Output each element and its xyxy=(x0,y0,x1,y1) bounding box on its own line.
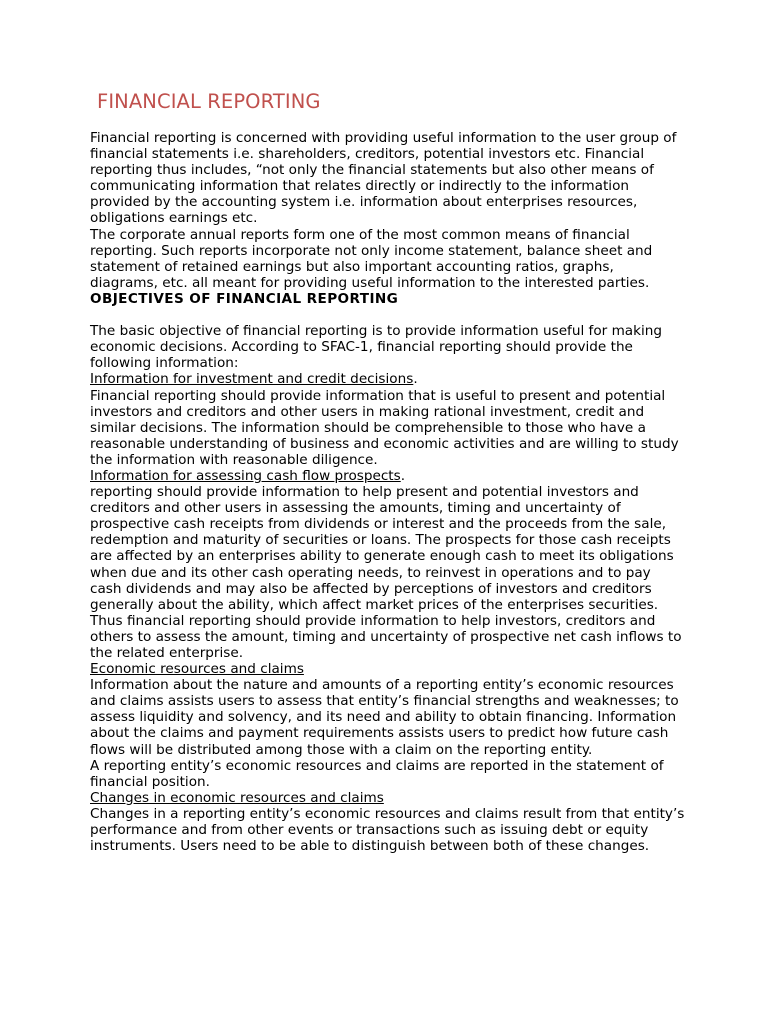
section-paragraph: reporting should provide information to help present and potential investors and creditors and other users in assessing the amounts, timing and uncertainty of prospective cash receipts from dividends or interest and the proceeds from the sale, redemption and maturity of securities or loans. The prospects for those cash receipts are affected by an enterprises ability to generate enough cash to meet its obligations when due and its other cash operating needs, to reinvest in operations and to pay cash dividends and may also be affected by perceptions of investors and creditors generally about the ability, which affect market prices of the enterprises securities. Thus financial reporting should provide information to help investors, creditors and others to assess the amount, timing and uncertainty of prospective net cash inflows to the related enterprise. xyxy=(90,484,682,661)
objectives-heading: OBJECTIVES OF FINANCIAL REPORTING xyxy=(90,290,399,307)
section-heading-text: Information for investment and credit decisions xyxy=(90,371,414,388)
section-paragraph: Financial reporting should provide information that is useful to present and potential investors and creditors and other users in making rational investment, credit and similar decisions. The information should be comprehensible to those who have a reasonable understanding of business and economic activities and are willing to study the information with reasonable diligence. xyxy=(90,387,679,468)
section-paragraph: Information about the nature and amounts of a reporting entity’s economic resources and claims assists users to assess that entity’s financial strengths and weaknesses; to assess liquidity and solvency, and its need and ability to obtain financing. Information about the claims and payment requirements assists users to predict how future cash flows will be distributed among those with a claim on the reporting entity. xyxy=(90,677,679,758)
intro-paragraph: Financial reporting is concerned with providing useful information to the user group of financial statements i.e. shareholders, creditors, potential investors etc. Financial reporting thus includes, “not only the financial statements but also other means of communicating information that relates directly or indirectly to the information provided by the accounting system i.e. information about enterprises resources, obligations earnings etc. xyxy=(90,130,677,227)
section-heading xyxy=(90,371,686,387)
blank-line xyxy=(90,307,686,323)
section-heading-suffix: . xyxy=(400,467,406,484)
intro-paragraph: The corporate annual reports form one of the most common means of financial reporting. Such reports incorporate not only income statement, balance sheet and statement of retained earnings but also important accounting ratios, graphs, diagrams, etc. all meant for providing useful information to the interested parties. xyxy=(90,226,653,291)
document-title: FINANCIAL REPORTING xyxy=(97,90,321,113)
section-heading-text: Economic resources and claims xyxy=(90,661,304,678)
objectives-intro: The basic objective of financial reporting is to provide information useful for making economic decisions. According to SFAC-1, financial reporting should provide the following information: xyxy=(90,323,663,372)
section-heading-suffix: . xyxy=(413,371,418,388)
section-paragraph: Changes in a reporting entity’s economic resources and claims result from that entity’s performance and from other events or transactions such as issuing debt or equity instruments. Users need to be able to distinguish between both of these changes. xyxy=(90,805,685,855)
document-body xyxy=(90,130,686,854)
section-heading-text: Changes in economic resources and claims xyxy=(90,789,384,806)
section-heading xyxy=(90,468,686,484)
section-heading xyxy=(90,790,686,806)
section-heading xyxy=(90,661,686,677)
section-paragraph: A reporting entity’s economic resources and claims are reported in the statement of financial position. xyxy=(90,757,664,790)
section-heading-text: Information for assessing cash flow prospects xyxy=(90,467,401,484)
